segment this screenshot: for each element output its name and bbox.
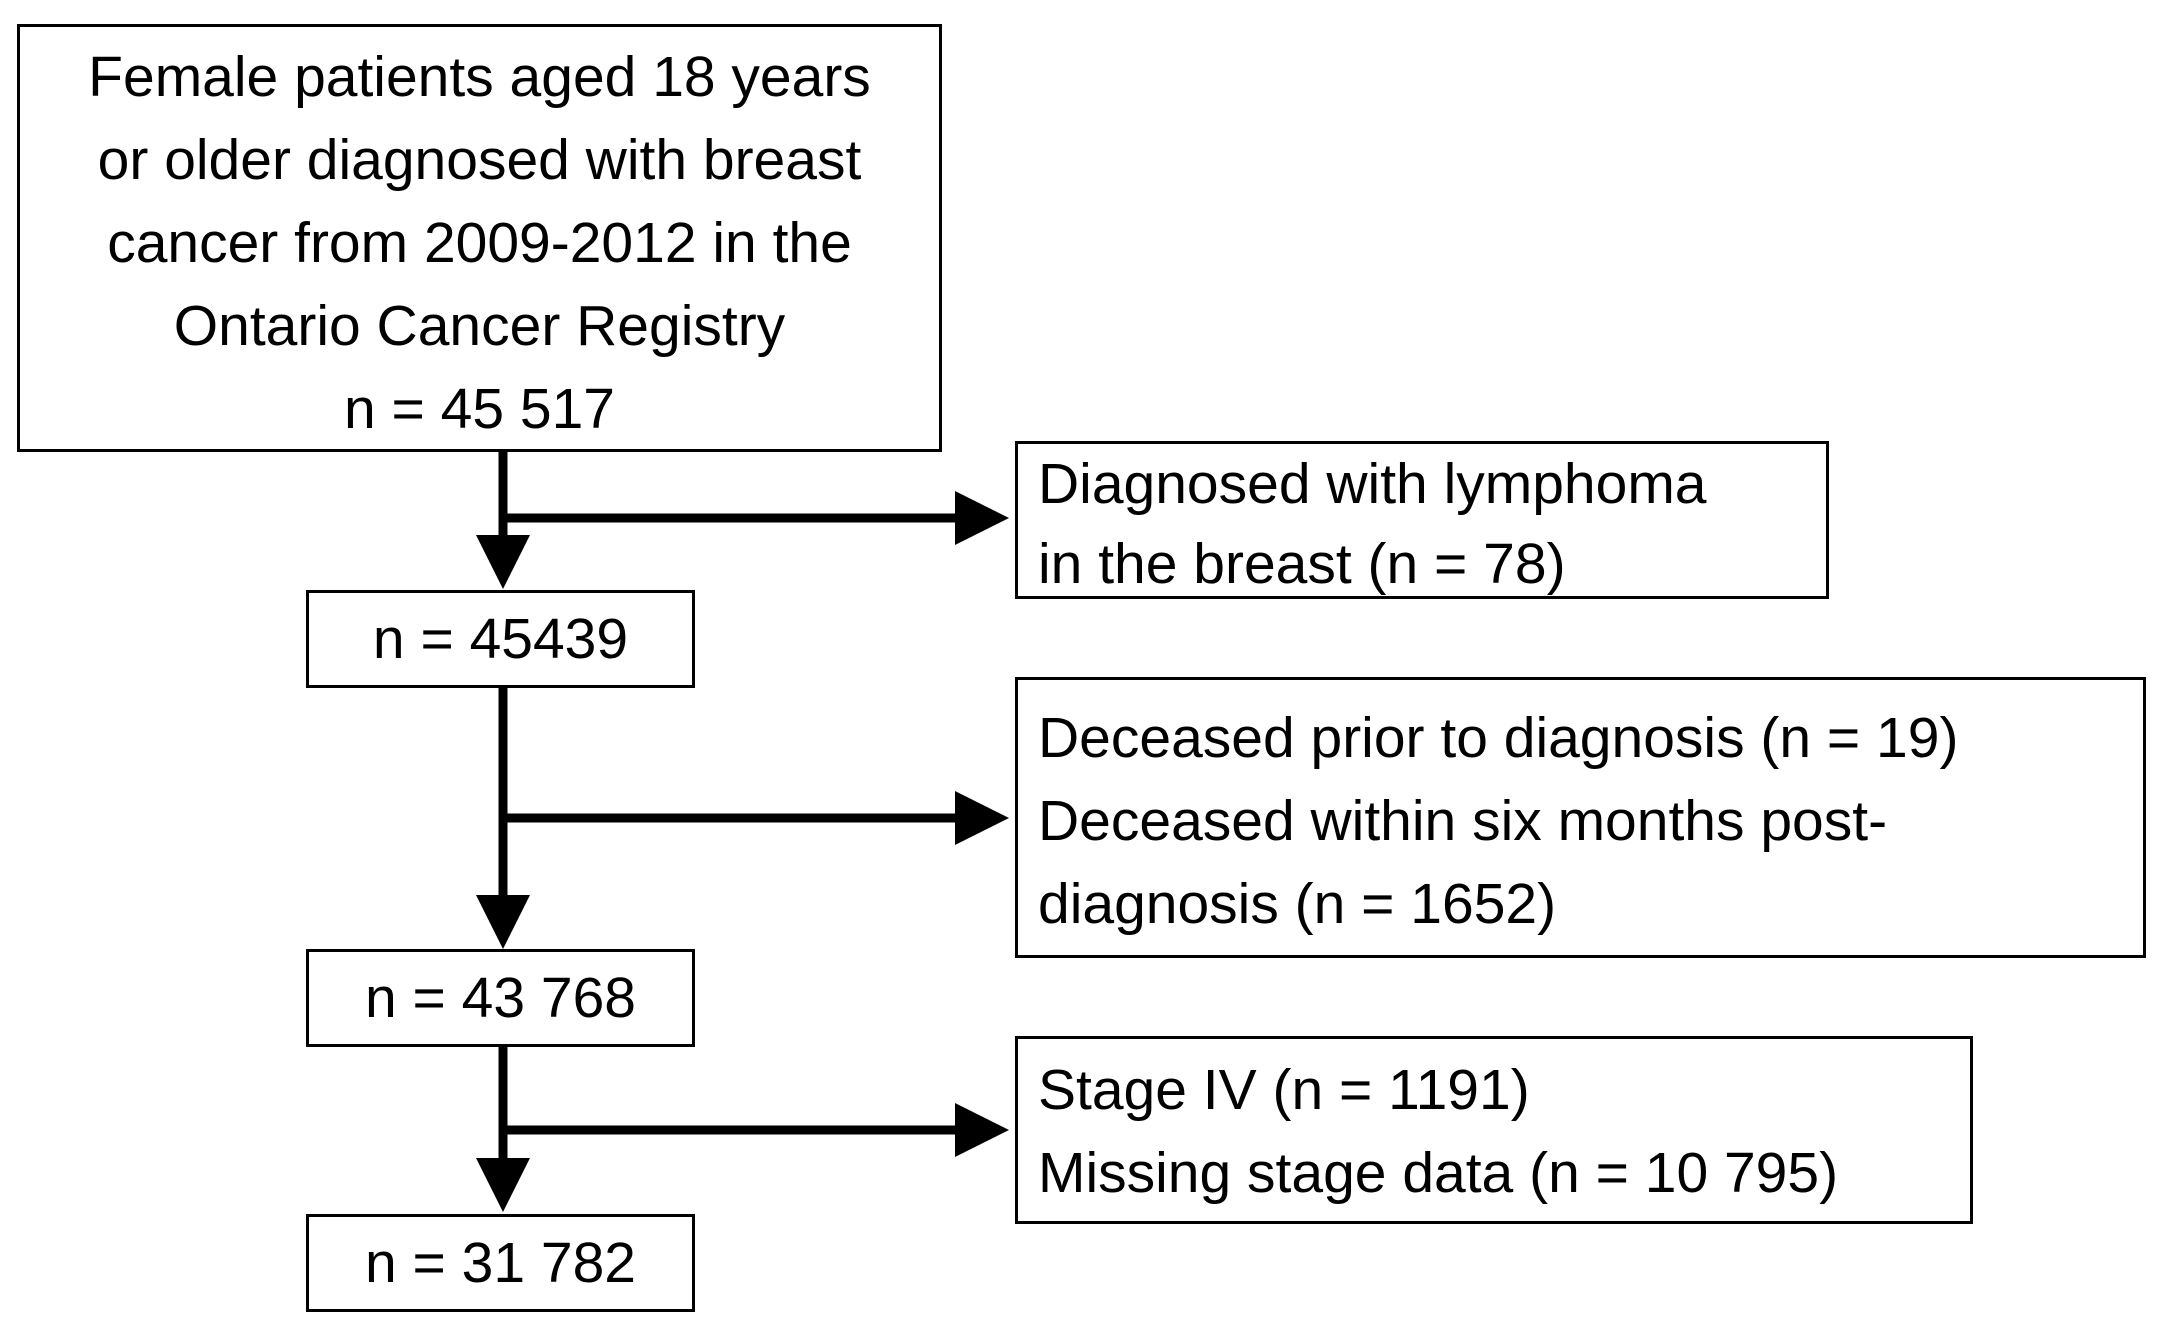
source-count: n = 45 517: [343, 377, 615, 441]
exclusion3-line-2: Missing stage data (n = 10 795): [1038, 1141, 1839, 1205]
exclusion1-box: [1015, 441, 1829, 599]
source-line-3: cancer from 2009-2012 in the: [107, 211, 852, 275]
final-count: n = 31 782: [364, 1231, 636, 1295]
step1-count-box: [306, 590, 695, 688]
exclusion2-line-3: diagnosis (n = 1652): [1038, 872, 1557, 936]
exclusion3-line-1: Stage IV (n = 1191): [1038, 1058, 1530, 1122]
exclusion1-line-2: in the breast (n = 78): [1038, 532, 1566, 596]
source-line-1: Female patients aged 18 years: [88, 45, 871, 109]
exclusion3-box: [1015, 1036, 1973, 1224]
exclusion1-line-1: Diagnosed with lymphoma: [1038, 452, 1707, 516]
source-population-box: [17, 24, 942, 452]
final-count-box: [306, 1214, 695, 1312]
step2-count-box: [306, 949, 695, 1047]
exclusion2-line-1: Deceased prior to diagnosis (n = 19): [1038, 706, 1959, 770]
source-line-4: Ontario Cancer Registry: [173, 294, 786, 358]
step1-count: n = 45439: [372, 607, 629, 671]
exclusion2-box: [1015, 677, 2146, 958]
exclusion2-line-2: Deceased within six months post-: [1038, 789, 1888, 853]
step2-count: n = 43 768: [364, 966, 636, 1030]
source-line-2: or older diagnosed with breast: [97, 128, 862, 192]
